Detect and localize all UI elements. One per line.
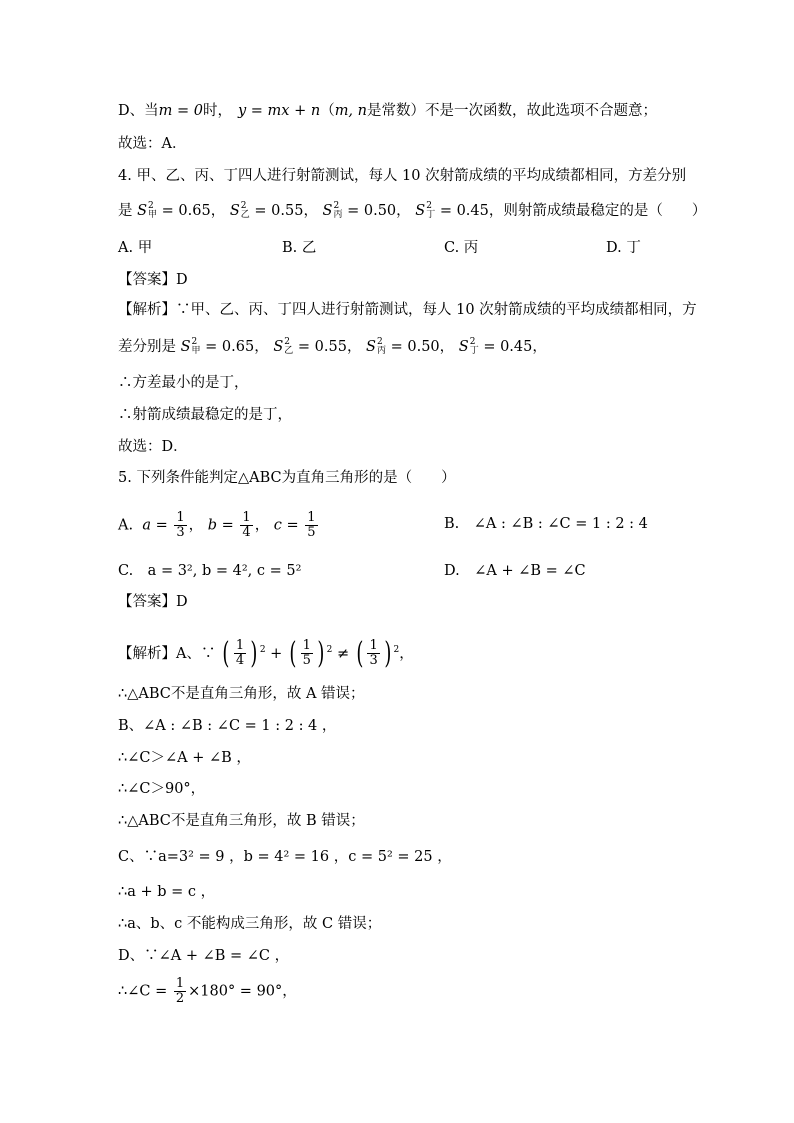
- line-choose-a: 故选：A．: [118, 136, 187, 152]
- question-4-variances: 是 S 2 甲 = 0.65， S 2 乙 = 0.55， S 2 丙 = 0.50， S 2 丁 = 0.45，则射箭成绩最稳定的是（ ）: [118, 201, 707, 220]
- q5-analysis-line-7: C、∵a=3² = 9 ，b = 4² = 16 ，c = 5² = 25 ，: [118, 849, 452, 865]
- q5-option-b: B. ∠A : ∠B : ∠C = 1 : 2 : 4: [444, 516, 648, 532]
- q5-analysis-line-10: D、∵∠A + ∠B = ∠C ，: [118, 948, 290, 964]
- question-4-text: 4. 甲、乙、丙、丁四人进行射箭测试，每人 10 次射箭成绩的平均成绩都相同，方差分别: [118, 168, 687, 184]
- q5-option-d: D. ∠A + ∠B = ∠C: [444, 563, 586, 579]
- q4-analysis-d: ∴射箭成绩最稳定的是丁，: [118, 407, 292, 423]
- q5-answer: 【答案】D: [118, 594, 188, 610]
- q4-option-c: C. 丙: [444, 240, 479, 256]
- q5-option-c: C. a = 3², b = 4², c = 5²: [118, 563, 302, 579]
- question-5-text: 5. 下列条件能判定△ABC为直角三角形的是（ ）: [118, 470, 456, 486]
- q4-option-a: A. 甲: [118, 240, 153, 256]
- q5-analysis-line-8: ∴a + b = c ，: [118, 884, 216, 900]
- q5-analysis-line-9: ∴a、b、c 不能构成三角形，故 C 错误；: [118, 916, 382, 932]
- q5-option-a: A. a = $\frac{1}{3}$ ， b = $\frac{1}{4}$ ， c = $\frac{1}{5}$: [118, 510, 316, 540]
- q5-analysis-line-3: B、∠A : ∠B : ∠C = 1 : 2 : 4 ，: [118, 718, 337, 734]
- q4-answer: 【答案】D: [118, 272, 188, 288]
- q5-analysis-line-4: ∴∠C＞∠A + ∠B ，: [118, 750, 251, 766]
- q5-analysis-line-11: ∴∠C = $\frac{1}{2}$ ×180° = 90°，: [118, 976, 297, 1006]
- q4-analysis-e: 故选：D．: [118, 439, 188, 455]
- line-d-option-note: D、当m = 0时， y = mx + n（m, n是常数）不是一次函数，故此选项不合题意；: [118, 103, 657, 119]
- q4-analysis-a: 【解析】∵甲、乙、丙、丁四人进行射箭测试，每人 10 次射箭成绩的平均成绩都相同，方: [118, 302, 697, 318]
- q5-analysis-a: 【解析】A、∵ ( $\frac{1}{4}$ ) $^2$ + ( $\frac{1}{5}$ ) $^2$ ≠ ( $\frac{1}{3}$ ) $^2$，: [118, 635, 414, 671]
- q4-analysis-c: ∴方差最小的是丁，: [118, 375, 249, 391]
- q4-option-d: D. 丁: [606, 240, 641, 256]
- q5-analysis-line-2: ∴△ABC不是直角三角形，故 A 错误；: [118, 686, 365, 702]
- q4-option-b: B. 乙: [282, 240, 317, 256]
- q4-analysis-b: 差分别是 S 2 甲 = 0.65， S 2 乙 = 0.55， S 2 丙 = 0.50， S 2 丁 = 0.45，: [118, 337, 547, 356]
- q5-analysis-line-6: ∴△ABC不是直角三角形，故 B 错误；: [118, 813, 365, 829]
- q5-analysis-line-5: ∴∠C＞90°，: [118, 781, 206, 797]
